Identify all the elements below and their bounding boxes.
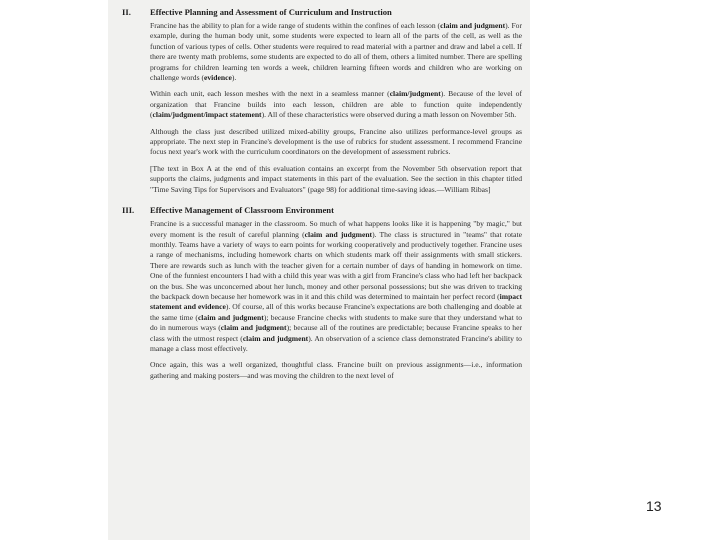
text-run: Once again, this was a well organized, thoughtful class. Francine built on previous assignments—i.e., information gathering and making posters—and was moving the children to the next level of: [150, 360, 522, 380]
text-run: Francine is a successful manager in the classroom. So much of what happens looks like it is happening "by magic," but every moment is the result of careful planning (: [150, 219, 522, 239]
bold-annotation: claim and judgment: [242, 333, 309, 343]
bold-annotation: claim and judgment: [304, 229, 373, 239]
section-title: Effective Management of Classroom Environment: [150, 205, 334, 216]
text-run: ). The class is structured in "teams" that rotate monthly. Teams have a variety of ways to earn points for working cooperatively and productively together. Francine uses a range of mechanisms, including homework charts on which students mark off their assignments with small stickers. There are rewards such as lunch with the teacher given for a certain number of days of handing in homework on time. One of the funniest encounters I had with a child this year was with a girl from Francine's class who had left her backpack on the bus. She was unconcerned about her lunch, money and other personal possessions; but she was driven to tracking the backpack down because her homework was in it and this child was determined to maintain her perfect record (: [150, 229, 522, 301]
paragraph: [150, 89, 522, 120]
section-number: II.: [122, 7, 131, 17]
text-run: [The text in Box A at the end of this evaluation contains an excerpt from the November 5th observation report that supports the claims, judgments and impact statements in this part of the evaluation. See the section in this chapter titled "Time Saving Tips for Supervisors and Evaluators" (page 98) for additional time-saving ideas.—William Ribas]: [150, 163, 522, 194]
bold-annotation: claim/judgment: [389, 89, 441, 99]
bold-annotation: claim and judgment: [440, 21, 506, 30]
text-run: ). An observation of a science class demonstrated Francine's ability to manage a class most effectively.: [150, 333, 522, 353]
paragraph: [150, 127, 522, 158]
text-run: ). Of course, all of this works because Francine's expectations are both challenging and doable at the same time (: [150, 302, 522, 322]
paragraph: [150, 21, 522, 83]
text-run: ). For example, during the human body unit, some students were expected to learn all of the parts of the cell, as well as the function of various types of cells. Other students were required to read material with a partner and draw and label a cell. If there are twenty math problems, some students are expected to do all of them, others a limited number. There are spelling programs for children learning ten words a week, children learning fifteen words and children who are working on challenge words (: [150, 21, 523, 83]
bold-annotation: impact statement and evidence: [150, 291, 522, 312]
section-heading: [122, 6, 522, 18]
editor-note: [150, 164, 522, 195]
section-title: Effective Planning and Assessment of Curriculum and Instruction: [150, 7, 392, 17]
text-run: Within each unit, each lesson meshes with the next in a seamless manner (: [150, 89, 390, 99]
page-number: 13: [646, 498, 662, 514]
text-run: ); because all of the routines are predictable; because Francine speaks to her class with the utmost respect (: [150, 323, 522, 343]
text-run: Francine has the ability to plan for a wide range of students within the confines of each lesson (: [150, 21, 441, 30]
bold-annotation: evidence: [203, 73, 232, 83]
bold-annotation: claim and judgment: [197, 312, 264, 322]
text-run: ). Because of the level of organization that Francine builds into each lesson, children are able to function quite independently (: [150, 89, 522, 120]
text-run: ). All of these characteristics were observed during a math lesson on November 5th.: [261, 110, 517, 120]
text-run: Although the class just described utilized mixed-ability groups, Francine also utilizes performance-level groups as appropriate. The next step in Francine's development is the use of rubrics for student assessment. I recommend Francine focus next year's work with the curriculum coordinators on the development of assessment rubrics.: [150, 126, 522, 157]
bold-annotation: claim/judgment/impact statement: [152, 110, 262, 120]
page-content: [122, 6, 522, 381]
paragraph: [150, 360, 522, 381]
section-heading: [122, 204, 522, 216]
paragraph: [150, 219, 522, 354]
text-run: ).: [231, 73, 237, 83]
scanned-page: [108, 0, 530, 540]
bold-annotation: claim and judgment: [220, 323, 287, 333]
text-run: ); because Francine checks with students to make sure that they understand what to do in numerous ways (: [150, 312, 522, 333]
section-number: III.: [122, 205, 135, 216]
